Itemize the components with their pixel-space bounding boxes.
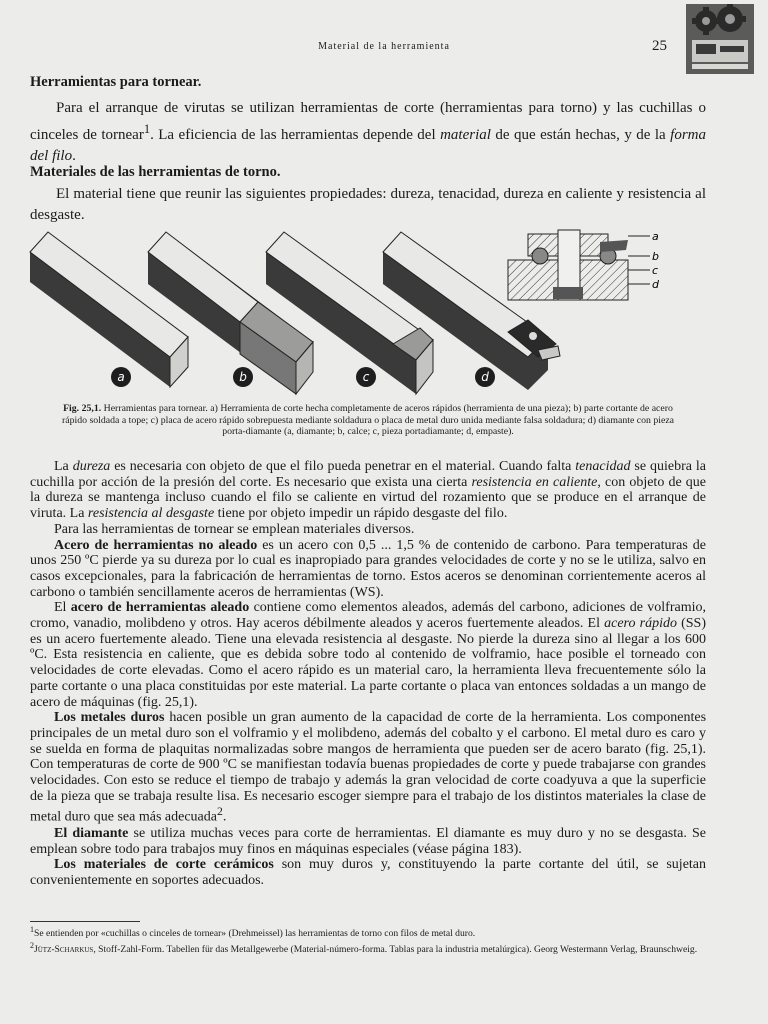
tool-holder-section-drawing [508, 230, 660, 300]
figure-turning-tools [28, 222, 688, 400]
caption-text: Herramientas para tornear. a) Herramienta de corte hecha completamente de aceros rápidos (herramienta de una pieza); b) parte cortante de acero rápido soldada a tope; c) placa de acero rápido sobrepuesta mediante soldadura o placa de metal duro unida mediante falsa soldadura; d) diamante con pieza porta-diamante (a, diamante; b, calce; c, pieza portadiamante; d, empaste). [61, 403, 675, 437]
text-span: El material tiene que reunir las siguientes propiedades: dureza, tenacidad, dureza en caliente y resistencia al desgaste. [30, 186, 706, 223]
text-span: de que están hechas, y de la [490, 127, 671, 143]
main-body-text [30, 459, 706, 889]
paragraph-dureza: La dureza es necesaria con objeto de que el filo pueda penetrar en el material. Cuando falta tenacidad se quiebra la cuchilla por acción de la presión del corte. Es necesario que exista una cierta resistencia en caliente, con objeto de que la dureza se mantenga incluso cuando el filo se caliente en virtud del rozamiento que se produce en el arranque de viruta. La resistencia al desgaste tiene por objeto impedir un rápido desgaste del filo. [30, 459, 707, 522]
text-span: . La eficiencia de las herramientas depende del [150, 127, 441, 143]
caption-label: Fig. 25,1. [63, 403, 102, 414]
tool-label-a [111, 367, 131, 387]
section-heading-herramientas: Herramientas para tornear. [30, 74, 202, 90]
text-span: Para el arranque de virutas se utilizan herramientas de corte (herramientas para torno) y las cuchillas o cinceles de tornear [30, 100, 706, 143]
emphasis: material [440, 127, 491, 143]
footnote-2: $^2$Jütz-Scharkus, Stoff-Zahl-Form. Tabellen für das Metallgewerbe (Material-número-forma. Tablas para la industria metalúrgica). Georg Westermann Verlag, Braunschweig. [30, 941, 698, 956]
page-number: 25 [652, 38, 667, 54]
paragraph-metales-duros: Los metales duros hacen posible un gran aumento de la capacidad de corte de la herramienta. Los componentes principales de un metal duro son el volframio y el molibdeno, además del cobalto y el carbono. El metal duro es caro y se suelda en forma de plaquitas normalizadas sobre mangos de herramienta que pueden ser de acero barato (fig. 25,1). Con temperaturas de corte de 900 ºC se manifiestan todavía buenas propiedades de corte y puede trabajarse con grandes velocidades. Con esto se reduce el tiempo de trabajo y además la gran velocidad de corte coadyuva a que la superficie de la pieza que se trabaja resulte lisa. Es necesario escoger siempre para el trabajo de los distintos materiales la clase de metal duro que sea más adecuada$^2$. [30, 710, 707, 826]
footnote-divider [30, 921, 140, 922]
svg-text:a: a [117, 370, 125, 384]
footnote-1: $^1$Se entienden por «cuchillas o cinceles de tornear» (Drehmeissel) las herramientas de torno con filos de metal duro. [30, 925, 476, 940]
paragraph-acero-no-aleado: Acero de herramientas no aleado es un acero con 0,5 ... 1,5 % de contenido de carbono. Para temperaturas de unos 250 ºC pierde ya su dureza por lo cual es inapropiado para grandes velocidades de corte y no se le utiliza, salvo en casos excepcionales, para la fabricación de herramientas de torno. Estos aceros se denominan corrientemente aceros al carbono o también sencillamente aceros de herramientas (WS). [30, 537, 706, 600]
gear-lathe-logo-icon [686, 4, 754, 74]
detail-label: c [652, 264, 659, 277]
figure-caption [60, 403, 676, 438]
svg-text:c: c [362, 370, 370, 384]
paragraph-ceramicos: Los materiales de corte cerámicos son muy duros y, constituyendo la parte cortante del útil, se sujetan convenientemente en soportes adecuados. [30, 857, 707, 888]
footnote-ref: 1 [143, 122, 151, 136]
intro-paragraph-1 [30, 98, 706, 167]
section-heading-materiales: Materiales de las herramientas de torno. [30, 164, 281, 180]
paragraph-acero-aleado: El acero de herramientas aleado contiene como elementos aleados, además del carbono, adiciones de volframio, cromo, vanadio, molibdeno y otros. Hay aceros débilmente aleados y aceros fuertemente aleados. El acero rápido (SS) es un acero fuertemente aleado. Tiene una elevada resistencia al desgaste. No pierde la dureza sino al llegar a los 600 ºC. Esta resistencia en caliente, que es debida sobre todo al contenido de volframio, hace posible el torneado con velocidades de corte elevadas. Como el acero rápido es un material caro, la herramienta lleva frecuentemente sólo la parte cortante o una placa constituidas por este material. La parte cortante o placa van entonces soldadas a un mango de acero de máquinas (fig. 25,1). [30, 600, 706, 710]
detail-label: d [652, 278, 659, 291]
paragraph-materiales-diversos: Para las herramientas de tornear se emplean materiales diversos. [54, 521, 415, 537]
detail-label: b [652, 250, 659, 263]
tool-label-c [356, 367, 376, 387]
emphasis: forma del filo [30, 127, 707, 164]
tool-label-d [475, 367, 495, 387]
detail-label: a [652, 230, 659, 243]
footnotes [30, 924, 706, 956]
svg-text:b: b [239, 370, 247, 384]
running-title: Material de la herramienta [318, 41, 450, 52]
intro-paragraph-2 [30, 184, 706, 226]
text-span: . [72, 148, 76, 164]
tool-label-b [233, 367, 253, 387]
paragraph-diamante: El diamante se utiliza muchas veces para corte de herramientas. El diamante es muy duro y no se desgasta. Se emplean sobre todo para trabajos muy finos en máquinas especiales (véase página 183). [30, 825, 707, 857]
svg-text:d: d [481, 370, 489, 384]
